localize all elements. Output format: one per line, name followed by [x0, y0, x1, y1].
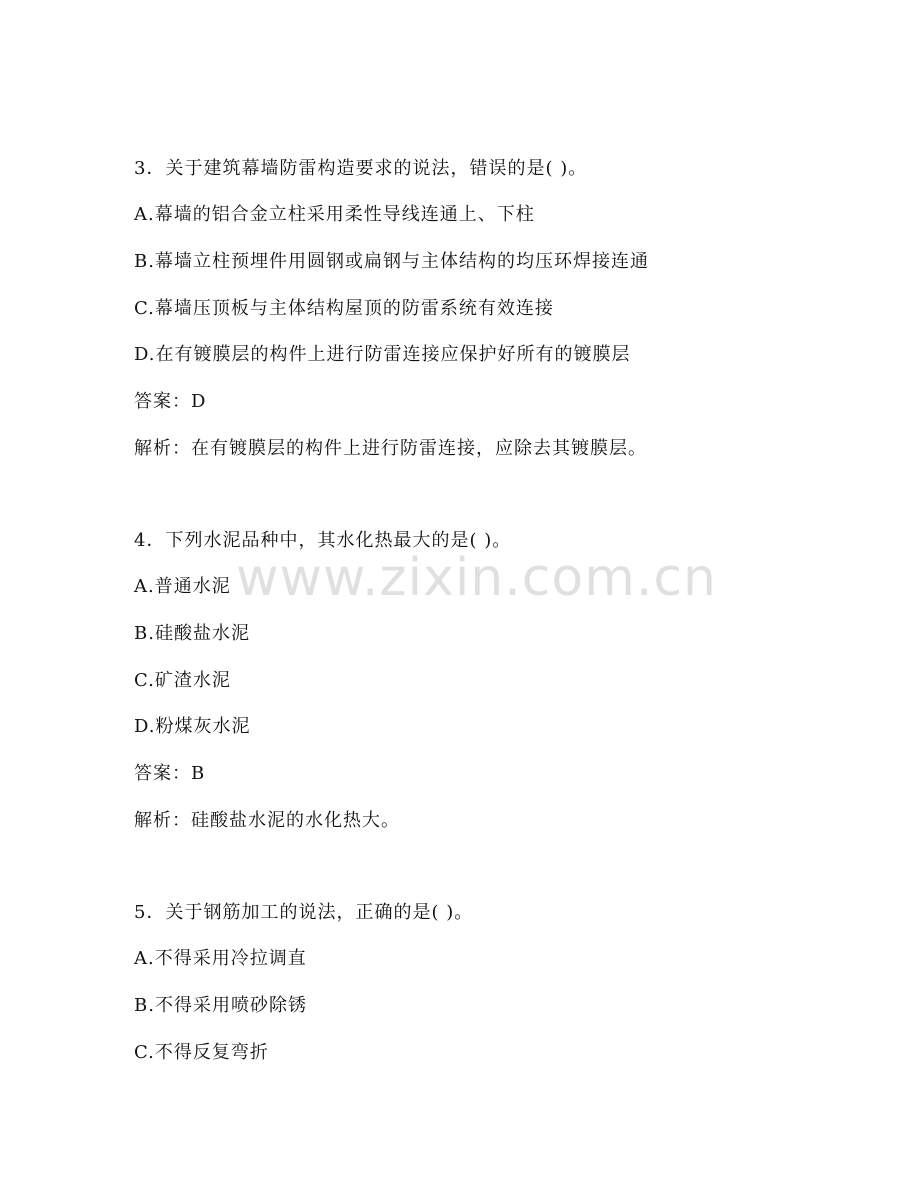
question-3-analysis: 解析：在有镀膜层的构件上进行防雷连接，应除去其镀膜层。: [134, 438, 647, 459]
question-4-option-c: C.矿渣水泥: [134, 670, 231, 691]
question-3-option-b: B.幕墙立柱预埋件用圆钢或扁钢与主体结构的均压环焊接连通: [134, 251, 649, 272]
question-3-option-d: D.在有镀膜层的构件上进行防雷连接应保护好所有的镀膜层: [134, 344, 631, 365]
question-4-option-b: B.硅酸盐水泥: [134, 623, 250, 644]
question-4-answer: 答案：B: [134, 763, 206, 784]
question-4-option-a: A.普通水泥: [134, 576, 231, 597]
question-4-analysis: 解析：硅酸盐水泥的水化热大。: [134, 810, 400, 831]
question-3-stem: 3．关于建筑幕墙防雷构造要求的说法，错误的是( )。: [134, 158, 588, 179]
watermark: www.zixin.com.cn: [236, 548, 717, 608]
question-3-answer: 答案：D: [134, 391, 207, 412]
question-5-option-b: B.不得采用喷砂除锈: [134, 995, 307, 1016]
question-4-stem: 4．下列水泥品种中，其水化热最大的是( )。: [134, 530, 512, 551]
question-5-option-a: A.不得采用冷拉调直: [134, 948, 307, 969]
question-5-stem: 5．关于钢筋加工的说法，正确的是( )。: [134, 902, 474, 923]
question-5-option-c: C.不得反复弯折: [134, 1042, 269, 1063]
question-3-option-a: A.幕墙的铝合金立柱采用柔性导线连通上、下柱: [134, 204, 535, 225]
question-3-option-c: C.幕墙压顶板与主体结构屋顶的防雷系统有效连接: [134, 298, 554, 319]
question-4-option-d: D.粉煤灰水泥: [134, 716, 251, 737]
